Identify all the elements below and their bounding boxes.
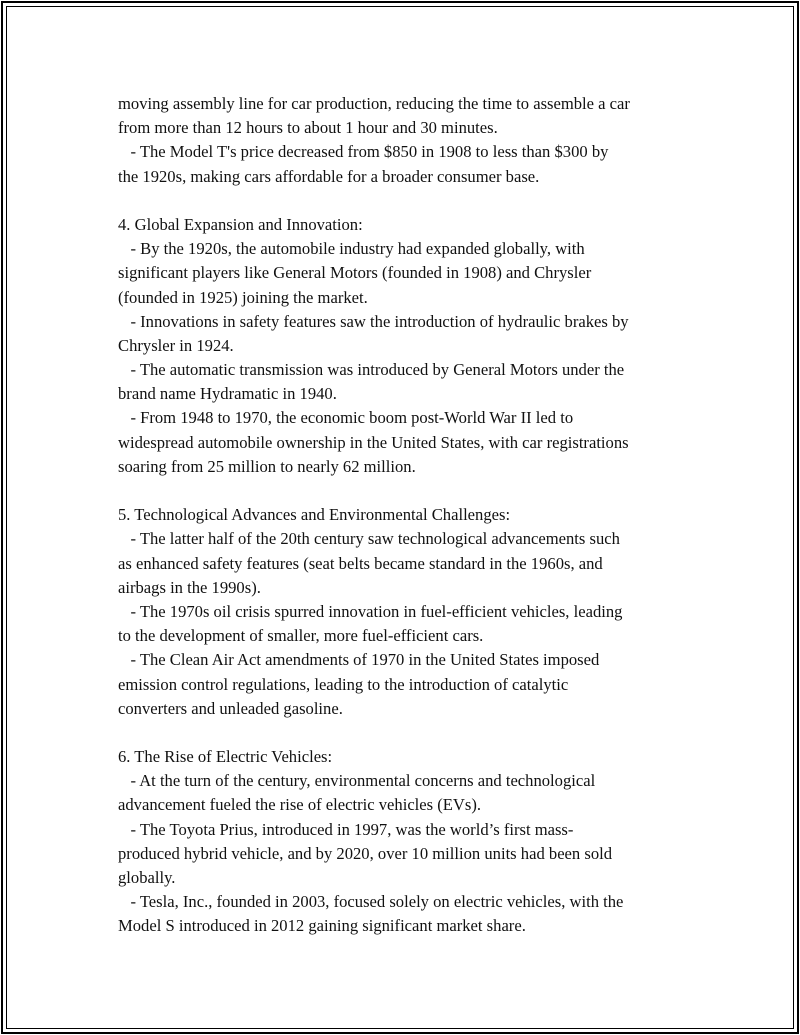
text-line: globally. (118, 868, 176, 887)
text-line: 6. The Rise of Electric Vehicles: (118, 747, 333, 767)
text-line: significant players like General Motors (founded in 1908) and Chrysler (118, 263, 592, 283)
paragraph-clean-air-act (118, 648, 698, 721)
text-line: 5. Technological Advances and Environmental Challenges: (118, 505, 511, 525)
text-line: widespread automobile ownership in the United States, with car registrations (118, 432, 629, 452)
text-line: soaring from 25 million to nearly 62 million. (118, 456, 416, 476)
paragraph-oil-crisis (118, 600, 698, 648)
paragraph-ev-rise (118, 769, 698, 817)
text-line: - The latter half of the 20th century saw technological advancements such (118, 529, 620, 549)
paragraph-section-6-heading (118, 745, 698, 769)
paragraph-global-players (118, 237, 698, 310)
text-line: - The Toyota Prius, introduced in 1997, was the world’s first mass- (118, 819, 574, 839)
paragraph-safety-advancements (118, 527, 698, 600)
paragraph-section-4-heading (118, 213, 698, 237)
paragraph-gap (118, 721, 698, 745)
text-line: - The Model T's price decreased from $850 in 1908 to less than $300 by (118, 142, 609, 162)
text-line: - At the turn of the century, environmental concerns and technological (118, 771, 596, 791)
paragraph-gap (118, 189, 698, 213)
paragraph-assembly-line-continuation (118, 92, 698, 140)
paragraph-post-war-boom (118, 406, 698, 479)
text-line: - The automatic transmission was introduced by General Motors under the (118, 360, 625, 380)
text-line: 4. Global Expansion and Innovation: (118, 214, 363, 234)
text-line: to the development of smaller, more fuel-efficient cars. (118, 626, 484, 646)
paragraph-hydraulic-brakes (118, 310, 698, 358)
text-line: the 1920s, making cars affordable for a broader consumer base. (118, 166, 540, 186)
text-line: from more than 12 hours to about 1 hour and 30 minutes. (118, 118, 498, 138)
text-line: Chrysler in 1924. (118, 335, 234, 355)
text-line: - By the 1920s, the automobile industry had expanded globally, with (118, 239, 585, 259)
text-line: converters and unleaded gasoline. (118, 698, 343, 718)
paragraph-section-5-heading (118, 503, 698, 527)
text-line: produced hybrid vehicle, and by 2020, over 10 million units had been sold (118, 843, 613, 863)
paragraph-model-t-price (118, 140, 698, 188)
paragraph-tesla (118, 890, 698, 938)
text-line: - Tesla, Inc., founded in 2003, focused solely on electric vehicles, with the (118, 892, 624, 912)
text-line: - The Clean Air Act amendments of 1970 in the United States imposed (118, 650, 600, 670)
text-line: Model S introduced in 2012 gaining significant market share. (118, 916, 526, 936)
paragraph-gap (118, 479, 698, 503)
text-line: - Innovations in safety features saw the introduction of hydraulic brakes by (118, 311, 629, 331)
text-line: emission control regulations, leading to the introduction of catalytic (118, 674, 569, 694)
text-line: advancement fueled the rise of electric vehicles (EVs). (118, 795, 482, 815)
paragraph-automatic-transmission (118, 358, 698, 406)
text-line: (founded in 1925) joining the market. (118, 287, 368, 307)
text-line: airbags in the 1990s). (118, 577, 261, 597)
paragraph-toyota-prius (118, 818, 698, 891)
document-body (118, 92, 698, 939)
text-line: as enhanced safety features (seat belts became standard in the 1960s, and (118, 553, 603, 573)
text-line: moving assembly line for car production, reducing the time to assemble a car (118, 94, 630, 113)
text-line: - From 1948 to 1970, the economic boom post-World War II led to (118, 408, 574, 428)
text-line: - The 1970s oil crisis spurred innovation in fuel-efficient vehicles, leading (118, 601, 623, 621)
text-line: brand name Hydramatic in 1940. (118, 384, 337, 404)
